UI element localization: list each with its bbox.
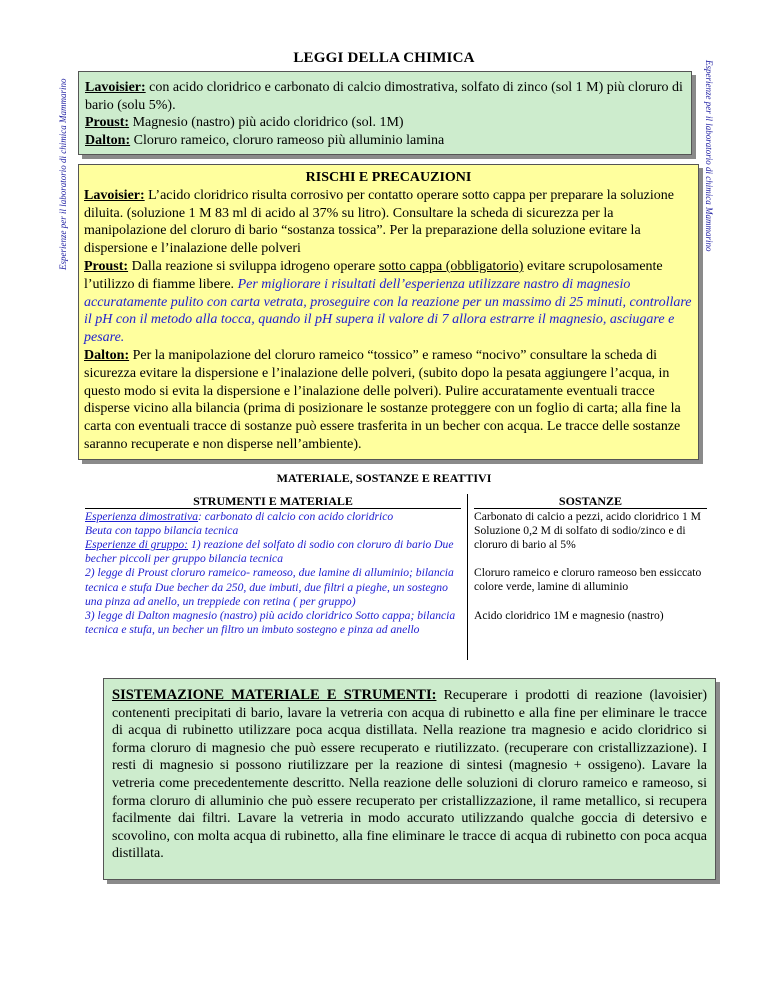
substance-line: Carbonato di calcio a pezzi, acido cloridrico 1 M — [474, 510, 701, 524]
risk-text: Dalla reazione si sviluppa idrogeno operare — [128, 258, 379, 274]
risks-heading: RISCHI E PRECAUZIONI — [305, 170, 472, 185]
experiment-label: Proust: — [85, 115, 130, 130]
materials-left-heading: STRUMENTI E MATERIALE — [85, 494, 461, 509]
experiment-text: Cloruro rameico, cloruro rameoso più alluminio lamina — [130, 132, 445, 148]
risk-label: Dalton: — [84, 347, 130, 363]
sistemazione-box — [103, 678, 716, 880]
substance-line: Acido cloridrico 1M e magnesio (nastro) — [474, 608, 664, 622]
substance-line: Soluzione 0,2 M di solfato di sodio/zinco e di cloruro di bario al 5% — [474, 524, 686, 552]
sistemazione-heading: SISTEMAZIONE MATERIALE E STRUMENTI: — [112, 687, 437, 703]
risk-text: L’acido cloridrico risulta corrosivo per contatto operare sotto cappa per preparare la soluzione diluita. (soluzione 1 M 83 ml di acido al 37% su litro). Consultare la scheda di sicurezza per la manipolazione del cloruro di bario “sostanza tossica”. Per la preparazione della soluzione evitare la dispersione e l’inalazione delle polveri — [84, 187, 674, 257]
material-line: Esperienza dimostrativa: carbonato di calcio con acido cloridrico — [85, 510, 394, 524]
risk-proust — [84, 258, 693, 347]
experiment-label: Dalton: — [85, 132, 131, 148]
risk-dalton — [84, 347, 693, 454]
risk-label: Lavoisier: — [84, 187, 145, 203]
material-line: 3) legge di Dalton magnesio (nastro) più acido cloridrico Sotto cappa; bilancia tecnica e stufa, un becher un filtro un imbuto sostegno e pinza ad anello — [85, 608, 456, 636]
risk-text: evitare scrupolosamente l’utilizzo di fiamme libere. — [84, 258, 663, 292]
materials-right-heading: SOSTANZE — [474, 494, 707, 509]
materials-table — [85, 494, 707, 660]
experiment-label: Lavoisier: — [85, 80, 146, 95]
page-title: LEGGI DELLA CHIMICA — [293, 50, 475, 66]
risks-box — [78, 164, 699, 460]
sistemazione-text: Recuperare i prodotti di reazione (lavoisier) contenenti precipitati di bario, lavare la vetreria con acqua di rubinetto e alla fine per eliminare le tracce di acqua di rubinetto utilizzare poca acqua distillata. Nella reazione tra magnesio e acido cloridrico si forma cloruro di magnesio che può essere recuperato e riutilizzato. (recuperare con cristallizzazione). I resti di magnesio si possono riutilizzare per la reazione di sintesi (magnesio + ossigeno). Lavare la vetreria come precedentemente descritto. Nella reazione delle soluzioni di cloruro rameico e rameoso, si forma cloruro di alluminio che può essere recuperato per cristallizzazione, il rame metallico, si recupera facilmente dai filtri. Lavare la vetreria in modo accurato utilizzando qualche goccia di detersivo e scovolino, con molta acqua di rubinetto, alla fine eliminare le tracce di acqua di rubinetto con poca acqua distillata. — [112, 688, 708, 862]
experiment-lavoisier — [85, 79, 685, 114]
material-line: Beuta con tappo bilancia tecnica — [85, 524, 239, 538]
material-line: Esperienze di gruppo: 1) reazione del solfato di sodio con cloruro di bario Due becher piccoli per gruppo bilancia tecnica — [85, 538, 454, 566]
experiment-dalton — [85, 132, 685, 150]
experiment-proust — [85, 114, 685, 132]
substance-line: Cloruro rameico e cloruro rameoso ben essiccato colore verde, lamine di alluminio — [474, 566, 702, 594]
side-note-right: Esperienze per il laboratorio di chimica Mammarino — [704, 60, 714, 252]
risk-underline: sotto cappa (obbligatorio) — [378, 258, 524, 274]
experiments-box — [78, 71, 692, 155]
experiment-text: con acido cloridrico e carbonato di calcio dimostrativa, solfato di zinco (sol 1 M) più cloruro di bario (solu 5%). — [85, 80, 683, 113]
risk-text: Per la manipolazione del cloruro rameico “tossico” e rameso “nocivo” consultare la scheda di sicurezza evitare la dispersione e l’inalazione delle polveri, (subito dopo la pesata aggiungere l’acqua, in questo modo si evita la dispersione e l’inalazione delle polveri). Pulire accuratamente eventuali tracce disperse vicino alla bilancia (prima di posizionare le sostanze proteggere con un foglio di carta; alla fine la carta con eventuali tracce di sostanze può essere trasferita in un becher con acqua. Le tracce delle sostanze saranno recuperate e non disperse nell’ambiente). — [84, 347, 681, 452]
materials-right-column — [468, 494, 707, 660]
risk-label: Proust: — [84, 258, 129, 274]
material-line: 2) legge di Proust cloruro rameico- rameoso, due lamine di alluminio; bilancia tecnica e stufa Due becher da 250, due imbuti, due filtri a pieghe, un sostegno una pinza ad anello, un treppiede con retina ( per gruppo) — [85, 566, 454, 608]
risk-tip: Per migliorare i risultati dell’esperienza utilizzare nastro di magnesio accuratamente pulito con carta vetrata, proseguire con la reazione per un massimo di 25 minuti, controllare il pH con il metodo alla tocca, quando il pH supera il valore di 7 allora estrarre il magnesio, asciugare e pesare. — [84, 276, 692, 346]
side-note-left: Esperienze per il laboratorio di chimica Mammarino — [58, 78, 68, 270]
risk-lavoisier — [84, 187, 693, 258]
materials-title: MATERIALE, SOSTANZE E REATTIVI — [276, 471, 492, 485]
experiment-text: Magnesio (nastro) più acido cloridrico (sol. 1M) — [129, 115, 404, 130]
materials-left-column — [85, 494, 468, 660]
